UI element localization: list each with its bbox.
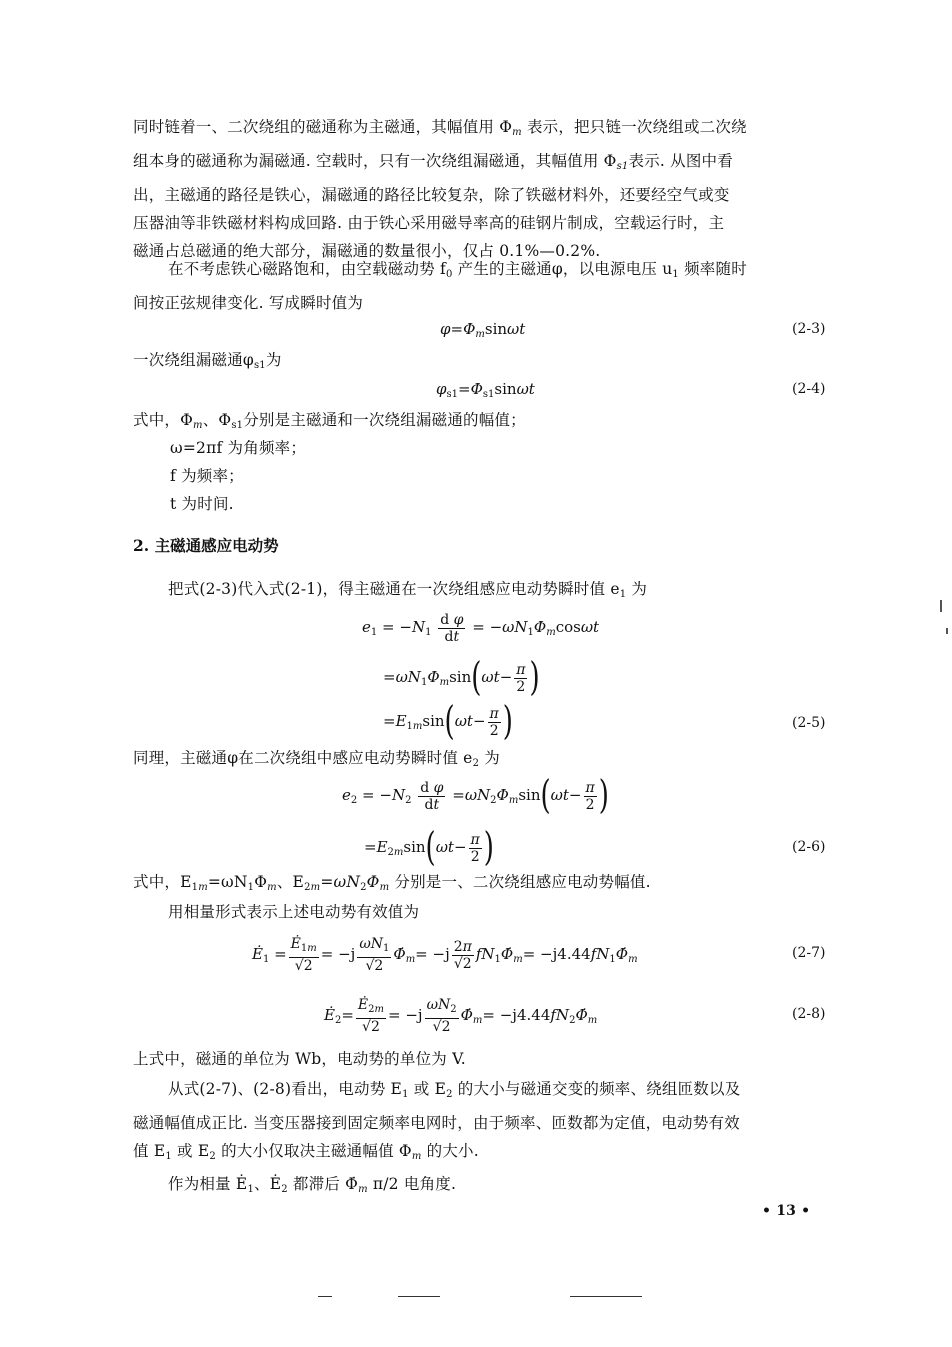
paragraph-8: 用相量形式表示上述电动势有效值为 bbox=[168, 903, 420, 921]
equation-2-5-line1: $e_1 = -N_1$ $\frac{\text{d φ}}{dt}$ = $-\omega N_1\Phi_m\cos\omega t$ bbox=[362, 611, 600, 645]
text-line: 间按正弦规律变化. 写成瞬时值为 bbox=[133, 294, 364, 312]
equation-number: (2-8) bbox=[792, 1006, 826, 1022]
definition-omega: ω=2πf 为角频率； bbox=[170, 439, 307, 457]
paragraph-10 bbox=[133, 1075, 848, 1171]
equation-2-3: $\varphi=\Phi_m\sin\omega t$ bbox=[440, 320, 526, 340]
text-line: 同时链着一、二次绕组的磁通称为主磁通，其幅值用 $\Phi_m$ 表示，把只链一次绕组或二次绕 bbox=[133, 118, 747, 138]
equation-number: (2-4) bbox=[792, 381, 826, 397]
definition-f: f 为频率； bbox=[170, 467, 244, 485]
equation-number: (2-7) bbox=[792, 945, 826, 961]
paragraph-4: 式中，$\Phi_m$、$\Phi_{s1}$分别是主磁通和一次绕组漏磁通的幅值； bbox=[133, 411, 526, 431]
paragraph-11: 作为相量 $Ė_1$、$Ė_2$ 都滞后 $\Phi̇_m$ π/2 电角度. bbox=[168, 1175, 457, 1195]
equation-2-7: $Ė_1$ = $\frac{Ė_{1m}}{√2}$ = −j $\frac{\omega N_1}{√2}$ $\Phi̇_m= -j$ $\frac{2\pi}{√2}$ $fN_1\Phi̇_m=$ $-j4.44fN_1\Phi̇_m$ bbox=[252, 936, 638, 974]
equation-number: (2-6) bbox=[792, 839, 826, 855]
scan-artifact-line bbox=[398, 1296, 440, 1297]
scan-artifact-line bbox=[318, 1296, 332, 1297]
scan-artifact-line bbox=[570, 1296, 642, 1297]
text-line: 磁通幅值成正比. 当变压器接到固定频率电网时，由于频率、匝数都为定值，电动势有效 bbox=[133, 1114, 740, 1132]
page-number: • 13 • bbox=[762, 1203, 811, 1219]
paragraph-5: 把式(2-3)代入式(2-1)，得主磁通在一次绕组感应电动势瞬时值 $e_1$ 为 bbox=[168, 580, 648, 600]
paragraph-6: 同理，主磁通φ在二次绕组中感应电动势瞬时值 $e_2$ 为 bbox=[133, 749, 500, 769]
equation-2-6-line2: $=E_{2m}\sin(\omega t-$ $\frac{\pi}{2}$ ) bbox=[364, 825, 494, 871]
paragraph-2 bbox=[133, 255, 848, 317]
equation-number: (2-5) bbox=[792, 715, 826, 731]
equation-2-4: $\varphi_{s1}=\Phi_{s1}\sin\omega t$ bbox=[436, 380, 535, 400]
equation-2-8: $Ė_2=$ $\frac{Ė_{2m}}{√2}$ = −j $\frac{\omega N_2}{√2}$ $\Phi̇_m=$ $-j4.44fN_2\Phi̇_m$ bbox=[324, 997, 598, 1035]
text-line: 压器油等非铁磁材料构成回路. 由于铁心采用磁导率高的硅钢片制成，空载运行时，主 bbox=[133, 214, 725, 232]
text-line: 磁通占总磁通的绝大部分，漏磁通的数量很小，仅占 0.1%—0.2%. bbox=[133, 242, 601, 260]
paragraph-1 bbox=[133, 113, 848, 265]
paragraph-9: 上式中，磁通的单位为 Wb，电动势的单位为 V. bbox=[133, 1050, 466, 1068]
text-line: 值 $E_1$ 或 $E_2$ 的大小仅取决主磁通幅值 $\Phi_m$ 的大小. bbox=[133, 1142, 479, 1162]
text-line: 在不考虑铁心磁路饱和，由空载磁动势 $f_0$ 产生的主磁通φ，以电源电压 $u_1$ 频率随时 bbox=[168, 260, 747, 280]
scan-artifact-mark bbox=[946, 628, 948, 634]
paragraph-3: 一次绕组漏磁通$\varphi_{s1}$为 bbox=[133, 351, 282, 371]
scan-artifact-mark bbox=[940, 600, 942, 612]
equation-number: (2-3) bbox=[792, 321, 826, 337]
section-heading: 2. 主磁通感应电动势 bbox=[133, 536, 279, 555]
equation-2-6-line1: $e_2 = -N_2$ $\frac{\text{d φ}}{dt}$ $=\omega N_2\Phi_m\sin(\omega t-$ $\frac{\pi}{2}$ ) bbox=[342, 773, 609, 819]
definition-t: t 为时间. bbox=[170, 495, 234, 513]
paragraph-7: 式中，$E_{1m}=\omega N_1\Phi_m$、$E_{2m}=\omega N_2\Phi_m$ 分别是一、二次绕组感应电动势幅值. bbox=[133, 873, 651, 893]
equation-2-5-line3: $=E_{1m}\sin(\omega t-$ $\frac{\pi}{2}$ ) bbox=[383, 699, 513, 745]
text-line: 组本身的磁通称为漏磁通. 空载时，只有一次绕组漏磁通，其幅值用 $\Phi_{s1}$表示. 从图中看 bbox=[133, 152, 733, 172]
text-line: 出，主磁通的路径是铁心，漏磁通的路径比较复杂，除了铁磁材料外，还要经空气或变 bbox=[133, 186, 730, 204]
equation-2-5-line2: $=\omega N_1\Phi_m\sin(\omega t-$ $\frac{\pi}{2}$ ) bbox=[383, 655, 540, 701]
text-line: 从式(2-7)、(2-8)看出，电动势 $E_1$ 或 $E_2$ 的大小与磁通交变的频率、绕组匝数以及 bbox=[168, 1080, 741, 1100]
